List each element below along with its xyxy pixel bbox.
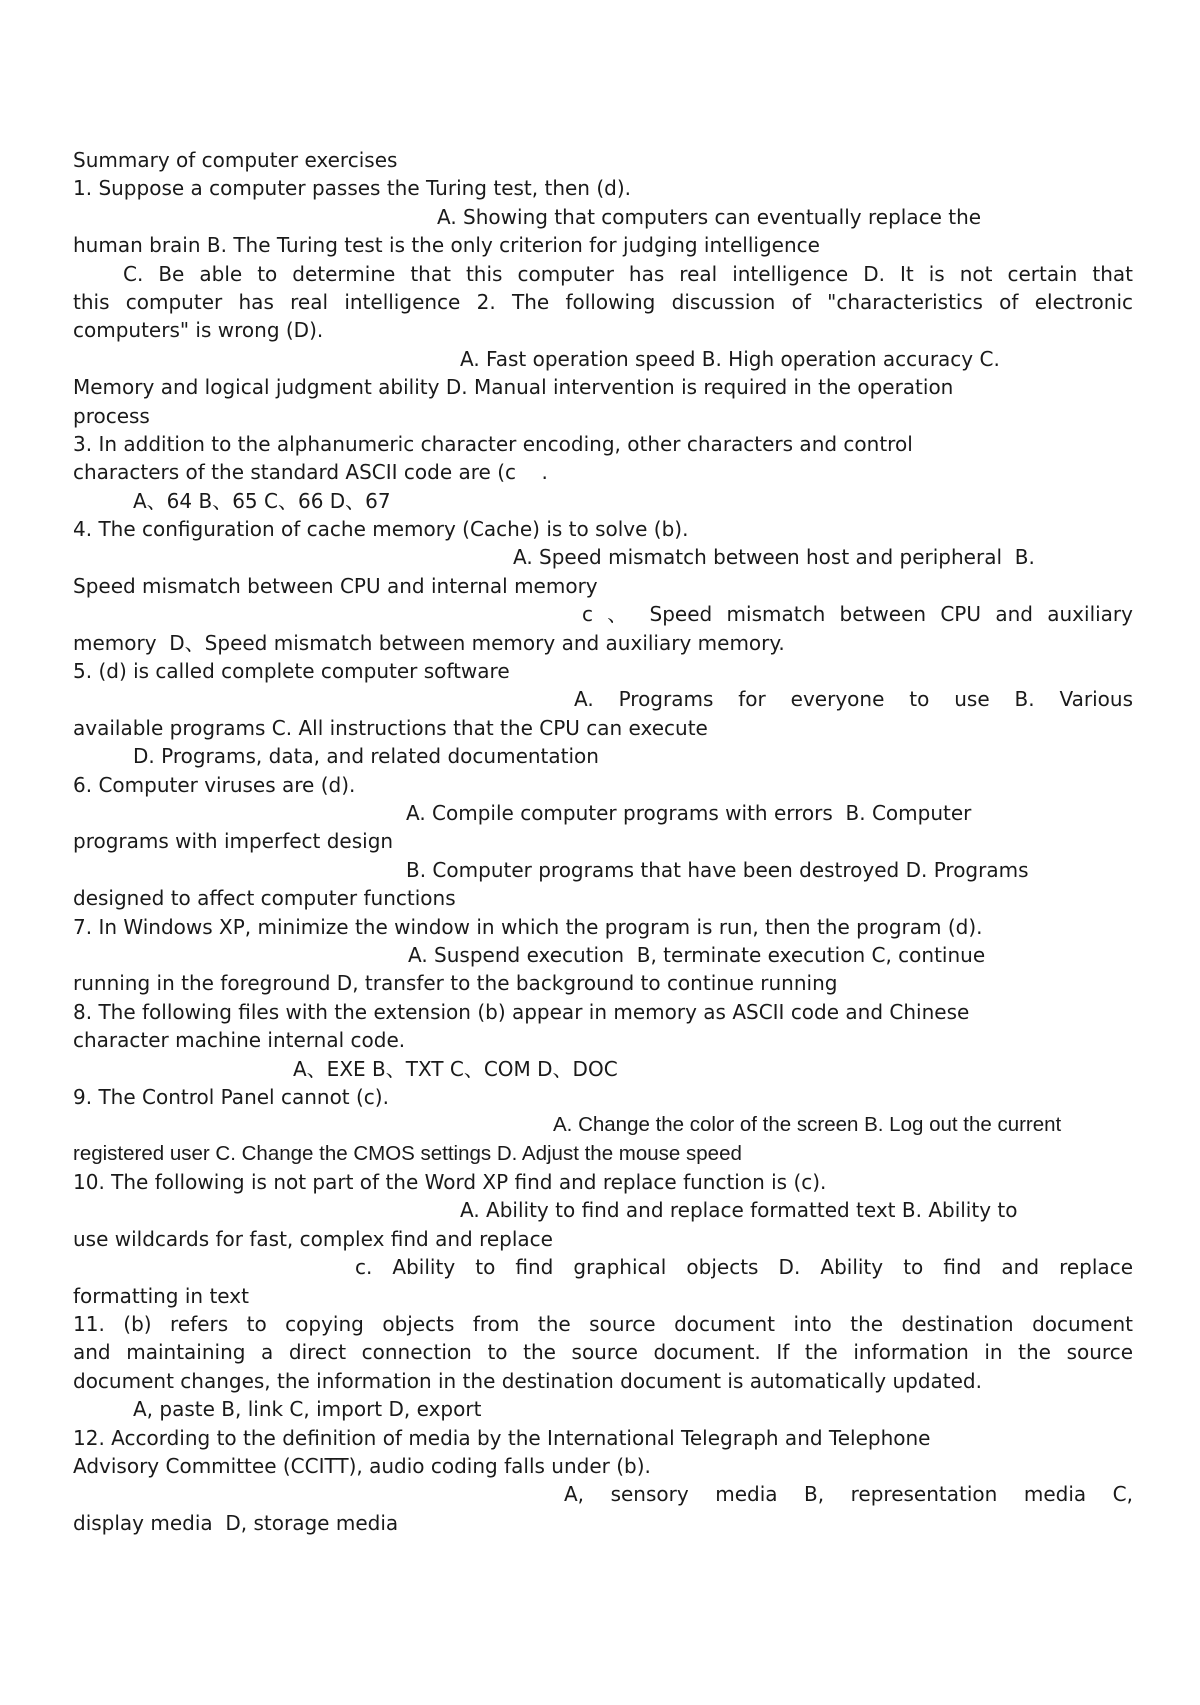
question-12-options: display media D, storage media xyxy=(73,1510,399,1535)
question-1-options: human brain B. The Turing test is the only criterion for judging intelligence xyxy=(73,233,820,258)
question-4-options: A. Speed mismatch between host and peripheral B. xyxy=(513,545,1035,570)
question-10-options: A. Ability to find and replace formatted text B. Ability to xyxy=(460,1198,1018,1223)
question-3: characters of the standard ASCII code are (c . xyxy=(73,460,548,485)
question-10-options: c. Ability to find graphical objects D. Ability to find and replace xyxy=(355,1255,1133,1280)
document-title: Summary of computer exercises xyxy=(73,148,398,172)
question-6-options: designed to affect computer functions xyxy=(73,886,456,911)
question-2: computers" is wrong (D). xyxy=(73,318,324,343)
question-10-options: formatting in text xyxy=(73,1283,249,1308)
question-12: Advisory Committee (CCITT), audio coding falls under (b). xyxy=(73,1453,651,1478)
question-8: 8. The following files with the extension (b) appear in memory as ASCII code and Chinese xyxy=(73,999,970,1024)
question-6-options: programs with imperfect design xyxy=(73,829,394,854)
question-10: 10. The following is not part of the Word XP find and replace function is (c). xyxy=(73,1170,827,1195)
question-5-options: A. Programs for everyone to use B. Various xyxy=(574,687,1133,712)
question-5-options: available programs C. All instructions that the CPU can execute xyxy=(73,715,708,740)
question-12-options: A, sensory media B, representation media C, xyxy=(564,1482,1133,1507)
question-1-options: C. Be able to determine that this computer has real intelligence D. It is not certain that xyxy=(123,261,1133,286)
question-3: 3. In addition to the alphanumeric character encoding, other characters and control xyxy=(73,431,913,456)
question-7-options: A. Suspend execution B, terminate execution C, continue xyxy=(408,942,986,967)
question-1: 1. Suppose a computer passes the Turing test, then (d). xyxy=(73,176,631,201)
question-8: character machine internal code. xyxy=(73,1028,406,1053)
question-5-options: D. Programs, data, and related documentation xyxy=(133,744,599,769)
question-6-options: A. Compile computer programs with errors B. Computer xyxy=(406,800,972,825)
question-2-options: process xyxy=(73,403,150,428)
question-2: this computer has real intelligence 2. The following discussion of "characteristics of electronic xyxy=(73,289,1133,314)
document-body xyxy=(73,146,1133,1537)
question-4-options: memory D、Speed mismatch between memory and auxiliary memory. xyxy=(73,630,785,655)
question-11-options: A, paste B, link C, import D, export xyxy=(133,1397,482,1422)
question-2-options: Memory and logical judgment ability D. Manual intervention is required in the operation xyxy=(73,375,954,400)
question-9-options: registered user C. Change the CMOS settings D. Adjust the mouse speed xyxy=(73,1141,742,1165)
question-12: 12. According to the definition of media by the International Telegraph and Telephone xyxy=(73,1425,931,1450)
question-8-options: A、EXE B、TXT C、COM D、DOC xyxy=(293,1056,618,1081)
question-2-options: A. Fast operation speed B. High operation accuracy C. xyxy=(460,346,1000,371)
question-6-options: B. Computer programs that have been destroyed D. Programs xyxy=(406,857,1029,882)
question-4-options: c 、 Speed mismatch between CPU and auxiliary xyxy=(582,602,1133,627)
question-7-options: running in the foreground D, transfer to the background to continue running xyxy=(73,971,838,996)
question-10-options: use wildcards for fast, complex find and replace xyxy=(73,1226,553,1251)
question-11: and maintaining a direct connection to the source document. If the information in the source xyxy=(73,1340,1133,1365)
question-3-options: A、64 B、65 C、66 D、67 xyxy=(133,488,391,513)
question-11: document changes, the information in the destination document is automatically updated. xyxy=(73,1368,982,1393)
question-6: 6. Computer viruses are (d). xyxy=(73,772,356,797)
question-11: 11. (b) refers to copying objects from the source document into the destination document xyxy=(73,1312,1133,1337)
question-7: 7. In Windows XP, minimize the window in which the program is run, then the program (d). xyxy=(73,914,983,939)
question-5: 5. (d) is called complete computer software xyxy=(73,659,510,684)
question-9: 9. The Control Panel cannot (c). xyxy=(73,1084,389,1109)
question-4-options: Speed mismatch between CPU and internal memory xyxy=(73,573,598,598)
question-9-options: A. Change the color of the screen B. Log out the current xyxy=(553,1113,1062,1137)
question-4: 4. The configuration of cache memory (Cache) is to solve (b). xyxy=(73,517,689,542)
question-1-options: A. Showing that computers can eventually replace the xyxy=(437,204,982,229)
